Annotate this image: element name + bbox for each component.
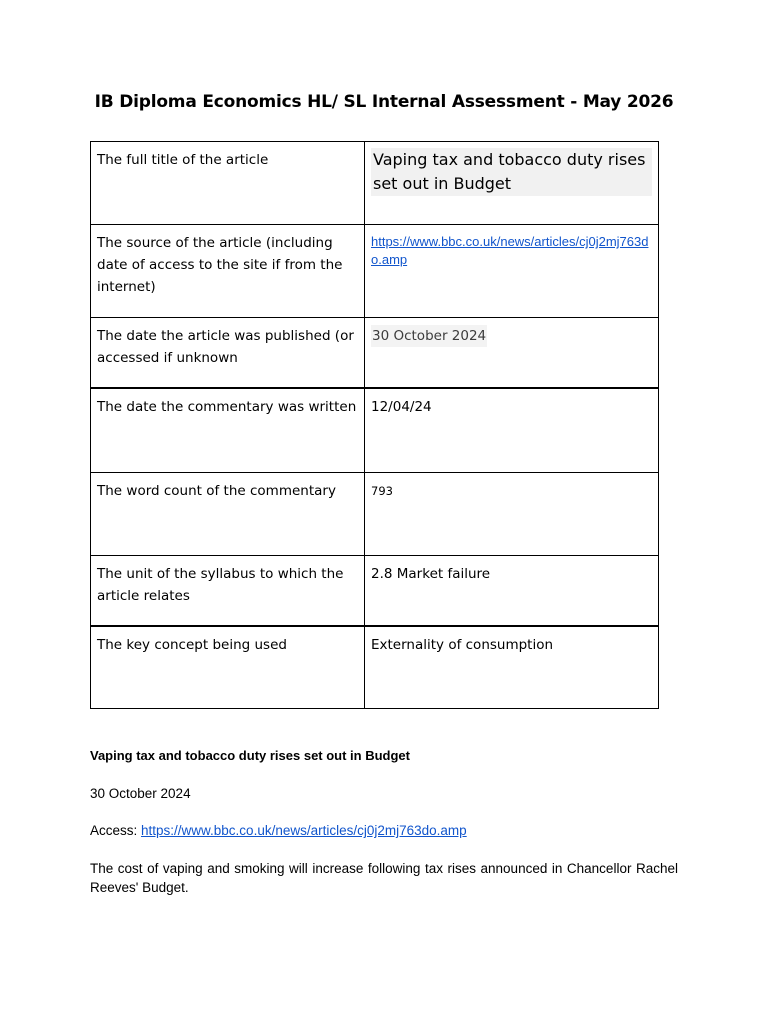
row-label-published: The date the article was published (or accessed if unknown — [91, 318, 365, 389]
table-row — [91, 142, 659, 225]
word-count-value: 793 — [371, 484, 393, 498]
cover-sheet-table — [90, 141, 659, 709]
access-link[interactable]: https://www.bbc.co.uk/news/articles/cj0j2mj763do.amp — [141, 823, 467, 838]
row-value-source — [365, 225, 659, 318]
article-date: 30 October 2024 — [90, 786, 191, 801]
table-row — [91, 225, 659, 318]
table-row — [91, 388, 659, 473]
row-label-title: The full title of the article — [91, 142, 365, 225]
row-label-source: The source of the article (including date of access to the site if from the internet) — [91, 225, 365, 318]
row-value-key-concept: Externality of consumption — [365, 626, 659, 709]
table-row — [91, 626, 659, 709]
row-value-title — [365, 142, 659, 225]
published-date-value: 30 October 2024 — [371, 325, 487, 347]
table-row — [91, 318, 659, 389]
row-value-word-count — [365, 473, 659, 556]
row-value-published — [365, 318, 659, 389]
row-value-syllabus-unit: 2.8 Market failure — [365, 556, 659, 627]
row-label-syllabus-unit: The unit of the syllabus to which the article relates — [91, 556, 365, 627]
article-headline: Vaping tax and tobacco duty rises set out in Budget — [90, 748, 410, 763]
source-link[interactable]: https://www.bbc.co.uk/news/articles/cj0j2mj763do.amp — [371, 234, 649, 267]
table-row — [91, 473, 659, 556]
article-title-value: Vaping tax and tobacco duty rises set out in Budget — [371, 148, 652, 196]
row-value-commentary-date: 12/04/24 — [365, 388, 659, 473]
row-label-commentary-date: The date the commentary was written — [91, 388, 365, 473]
article-body-paragraph: The cost of vaping and smoking will increase following tax rises announced in Chancellor Rachel Reeves' Budget. — [90, 861, 678, 895]
row-label-key-concept: The key concept being used — [91, 626, 365, 709]
row-label-word-count: The word count of the commentary — [91, 473, 365, 556]
access-label: Access: — [90, 823, 142, 838]
page-title: IB Diploma Economics HL/ SL Internal Assessment - May 2026 — [94, 92, 674, 112]
table-row — [91, 556, 659, 627]
article-access-line — [90, 821, 678, 840]
